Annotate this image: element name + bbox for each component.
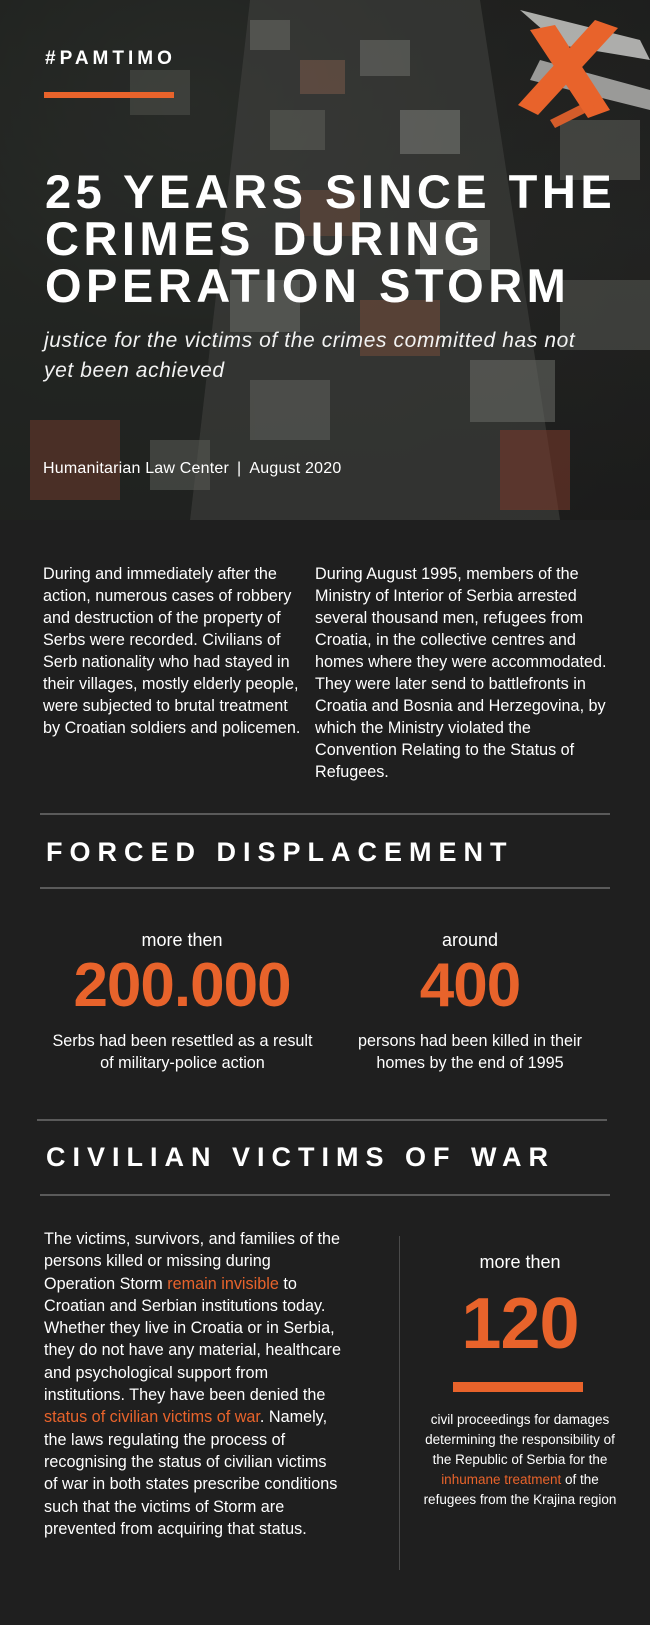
side-stat-description (420, 1410, 620, 1510)
brush-cross-icon (500, 0, 650, 150)
text-segment: civil proceedings for damages determining the responsibility of the Republic of Serbia for the (425, 1412, 615, 1467)
divider-4 (40, 1194, 610, 1196)
hashtag-underline (44, 92, 174, 98)
civilian-victims-paragraph (44, 1228, 344, 1540)
highlight-inhumane-treatment: inhumane treatment (441, 1472, 562, 1487)
hero-meta (43, 460, 341, 478)
text-segment: to Croatian and Serbian institutions today. Whether they live in Croatia or in Serbia, they do not have any material, healthcare and psychological support from institutions. They have been denied the (44, 1274, 341, 1405)
publication-date: August 2020 (249, 460, 342, 477)
section-title-forced-displacement: FORCED DISPLACEMENT (46, 837, 514, 867)
divider-3 (37, 1119, 607, 1121)
side-stat-underline (453, 1382, 583, 1392)
intro-paragraph-right: During August 1995, members of the Ministry of Interior of Serbia arrested several thousand men, refugees from Croatia, in the collective centres and homes where they were accommodated. They were later send to battlefronts in Croatia and Bosnia and Herzegovina, by which the Ministry violated the Convention Relating to the Status of Refugees. (315, 565, 607, 781)
stat-kicker: more then (141, 930, 223, 950)
stat-description: persons had been killed in their homes by the end of 1995 (357, 1032, 583, 1072)
highlight-status-civilian-victims: status of civilian victims of war (44, 1408, 260, 1427)
stat-value: 200.000 (73, 951, 291, 1020)
side-stat-kicker: more then (479, 1252, 561, 1272)
meta-separator: | (237, 460, 242, 477)
text-segment: of the refugees from the Krajina region (423, 1472, 617, 1507)
text-segment: The victims, survivors, and families of the persons killed or missing during Operation Storm (44, 1230, 340, 1293)
section-title-civilian-victims: CIVILIAN VICTIMS OF WAR (46, 1142, 555, 1172)
stat-description: Serbs had been resettled as a result of military-police action (52, 1032, 313, 1072)
highlight-remain-invisible: remain invisible (167, 1274, 279, 1293)
intro-paragraph-left: During and immediately after the action, numerous cases of robbery and destruction of the property of Serbs were recorded. Civilians of Serb nationality who had stayed in their villages, mostly elderly people, were subjected to brutal treatment by Croatian soldiers and policemen. (43, 565, 301, 737)
organization-name: Humanitarian Law Center (43, 460, 230, 477)
hero-section (0, 0, 650, 520)
divider-1 (40, 813, 610, 815)
stat-kicker: around (441, 930, 499, 950)
page-subtitle: justice for the victims of the crimes committed has not yet been achieved (44, 329, 576, 382)
side-stat-value: 120 (461, 1284, 579, 1364)
hashtag-label: #PAMTIMO (45, 48, 176, 69)
text-segment: . Namely, the laws regulating the process of recognising the status of civilian victims of war in both states prescribe conditions such that the victims of Storm are prevented from acquiring that status. (44, 1408, 338, 1538)
divider-2 (40, 887, 610, 889)
vertical-divider (399, 1236, 400, 1570)
stat-value: 400 (419, 951, 521, 1020)
page-title: 25 YEARS SINCE THE CRIMES DURING OPERATION STORM (45, 165, 617, 312)
